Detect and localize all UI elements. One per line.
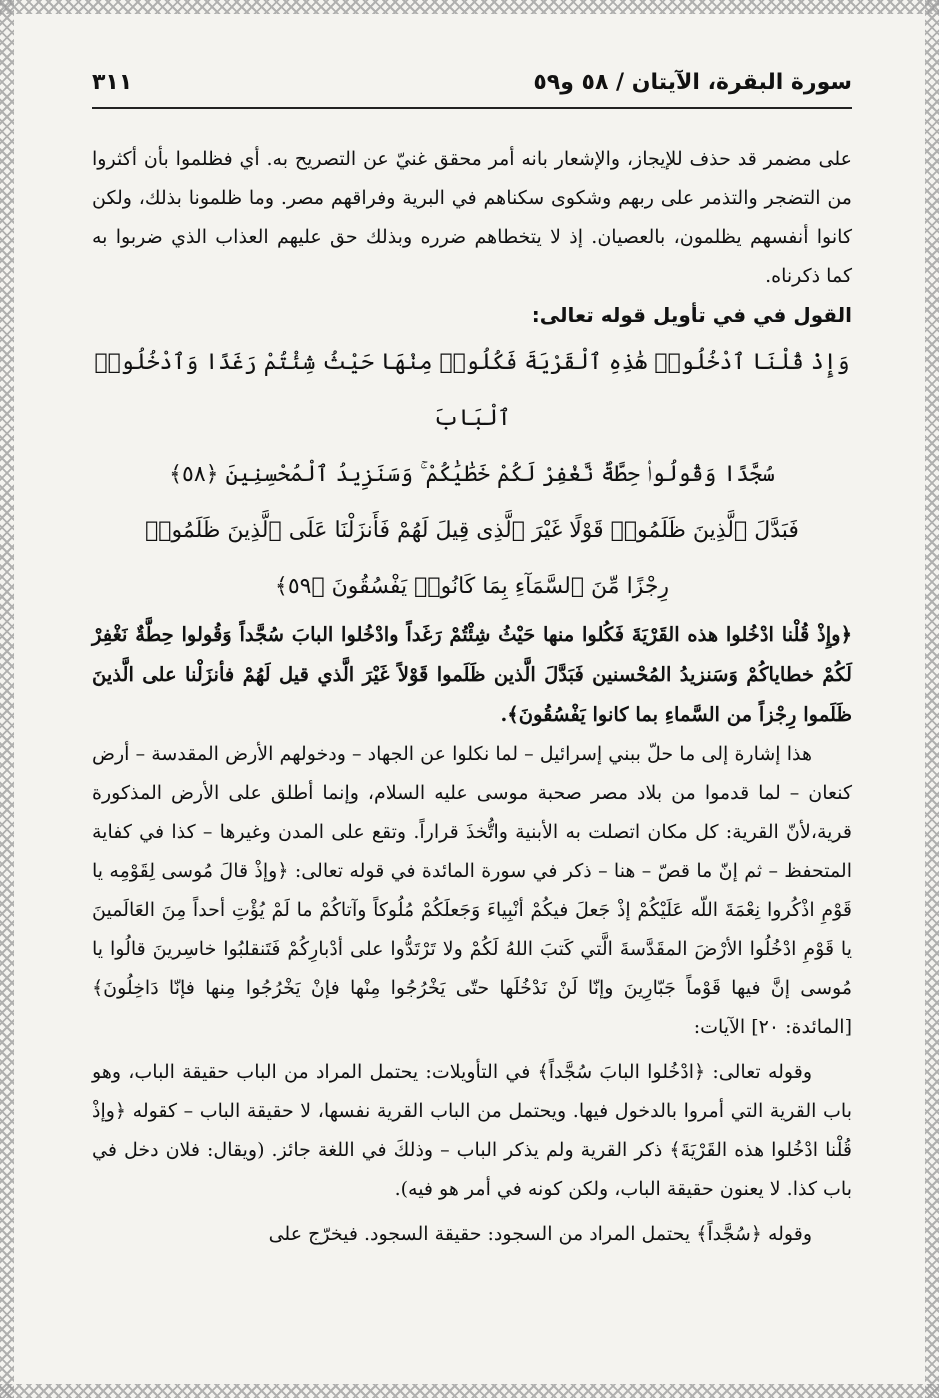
header-divider bbox=[92, 107, 852, 109]
page-body bbox=[92, 140, 852, 1254]
decorative-border-right bbox=[925, 0, 939, 1398]
quran-verse-line-4: رِجْزًا مِّنَ ٱلسَّمَآءِ بِمَا كَانُوا۟ يَفْسُقُونَ ﴿٥٩﴾ bbox=[274, 574, 670, 599]
decorative-border-left bbox=[0, 0, 14, 1398]
paragraph-1: على مضمر قد حذف للإيجاز، والإشعار بانه أمر محقق غنيّ عن التصريح به. أي فظلموا بأن أكثروا من التضجر والتذمر على ربهم وشكوى سكناهم في البرية وفراقهم مصر. وما ظلمونا بذلك، ولكن كانوا أنفسهم يظلمون، بالعصيان. إذ لا يتخطاهم ضرره وبذلك حق عليهم العذاب الذي ضربوا به كما ذكرناه. bbox=[92, 148, 852, 287]
paragraph-4: وقوله ﴿سُجَّداً﴾ يحتمل المراد من السجود: حقيقة السجود. فيخرّج على bbox=[268, 1223, 812, 1245]
running-title: سورة البقرة، الآيتان / ٥٨ و٥٩ bbox=[533, 70, 852, 95]
section-heading: القول في في تأويل قوله تعالى: bbox=[531, 303, 852, 327]
decorative-border-bottom bbox=[0, 1384, 939, 1398]
page-number: ٣١١ bbox=[92, 70, 133, 95]
quran-verse-line-2: سُجَّدًا وَقُولُوا۟ حِطَّةٌ نَّغْفِرْ لَكُمْ خَطَٰيَٰكُمْ ۚ وَسَنَزِيدُ ٱلْمُحْسِنِينَ ﴿٥٨﴾ bbox=[169, 462, 775, 487]
page-header bbox=[92, 66, 852, 106]
paragraph-3: وقوله تعالى: ﴿ادْخُلوا البابَ سُجَّداً﴾ في التأويلات: يحتمل المراد من الباب حقيقة الباب، وهو باب القرية التي أمروا بالدخول فيها. ويحتمل من الباب القرية نفسها، لا حقيقة الباب – كقوله ﴿وإذْ قُلْنا ادْخُلوا هذه القَرْيَةَ﴾ ذكر القرية ولم يذكر الباب – وذلكَ في اللغة جائز. (ويقال: فلان دخل في باب كذا. لا يعنون حقيقة الباب، ولكن كونه في أمر هو فيه). bbox=[92, 1061, 852, 1200]
paragraph-2: هذا إشارة إلى ما حلّ ببني إسرائيل – لما نكلوا عن الجهاد – ودخولهم الأرض المقدسة – أرض كنعان – لما قدموا من بلاد مصر صحبة موسى عليه السلام، وإنما أطلق على الأرض المذكورة قرية،لأنّ القرية: كل مكان اتصلت به الأبنية واتُّخذَ قراراً. وتقع على المدن وغيرها – كذا في كفاية المتحفظ – ثم إنّ ما قصّ – هنا – ذكر في سورة المائدة في قوله تعالى: ﴿وإذْ قالَ مُوسى لِقَوْمِه يا قَوْمِ اذْكُروا نِعْمَةَ اللّه عَلَيْكُمْ إذْ جَعلَ فيكُمْ أنْبِياءَ وَجَعلَكُمْ مُلُوكاً وآتاكُمْ ما لَمْ يُؤْتِ أحداً مِنَ العَالَمينَ يا قَوْمِ ادْخُلُوا الأرْضَ المقَدَّسةَ الَّتي كَتبَ اللهُ لَكُمْ ولا تَرْتَدُّوا على أدْبارِكُمْ فَتَنقلبُوا خاسِرينَ قالُوا يا مُوسى إنَّ فيها قَوْماً جَبّارِينَ وإنّا لَنْ نَدْخُلَها حتّى يَخْرُجُوا مِنْها فإنْ يَخْرُجُوا مِنها فإنّا دَاخِلُونَ﴾ [المائدة: ٢٠] الآيات: bbox=[92, 743, 852, 1038]
decorative-border-top bbox=[0, 0, 939, 14]
verse-quotation: ﴿وإِذْ قُلْنا ادْخُلوا هذه القَرْيَةَ فَكُلوا منها حَيْثُ شِئْتُمْ رَغَداً وادْخُلوا البابَ سُجَّداً وَقُولوا حِطَّةٌ نَغْفِرْ لَكُمْ خطاياكُمْ وَسَنزيدُ المُحْسنين فَبَدَّلَ الَّذين ظَلَموا قَوْلاً غَيْرَ الَّذي قيل لَهُمْ فأنزَلْنا على الَّذينَ ظَلَموا رِجْزاً من السَّماءِ بما كانوا يَفْسُقُونَ﴾. bbox=[92, 623, 852, 726]
quran-verse-line-3: فَبَدَّلَ ٱلَّذِينَ ظَلَمُوا۟ قَوْلًا غَيْرَ ٱلَّذِى قِيلَ لَهُمْ فَأَنزَلْنَا عَلَى ٱلَّذِينَ ظَلَمُوا۟ bbox=[145, 518, 799, 543]
quran-verse-line-1: وَإِذْ قُلْنَا ٱدْخُلُوا۟ هَٰذِهِ ٱلْقَرْيَةَ فَكُلُوا۟ مِنْهَا حَيْثُ شِئْتُمْ رَغَدًا وَٱدْخُلُوا۟ ٱلْبَابَ bbox=[94, 350, 850, 431]
